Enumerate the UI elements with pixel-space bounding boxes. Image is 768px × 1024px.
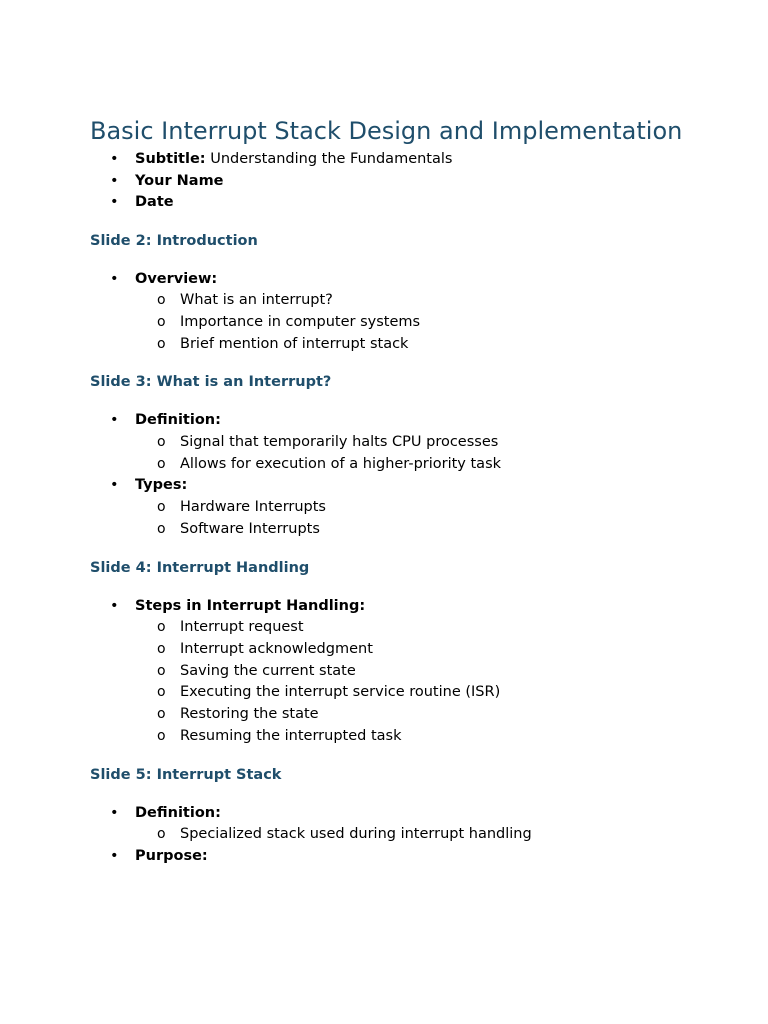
sub-item-text: Saving the current state: [180, 662, 356, 679]
list-item: [90, 171, 690, 193]
bullet-list: [90, 410, 690, 540]
sub-item-text: Interrupt request: [180, 619, 304, 636]
sub-list-item: [135, 454, 690, 476]
item-label: Steps in Interrupt Handling:: [135, 597, 366, 614]
sub-item-text: Allows for execution of a higher-priority task: [180, 455, 502, 472]
item-label: Date: [135, 194, 174, 210]
title-slide-list: [90, 149, 690, 214]
sub-list-item: [135, 617, 690, 639]
list-item: [90, 149, 690, 171]
slide-section: [90, 231, 690, 356]
bullet-icon: •: [110, 804, 119, 821]
bullet-list: [90, 803, 690, 868]
circle-bullet-icon: o: [157, 498, 166, 515]
item-label: Purpose:: [135, 848, 208, 865]
item-label: Definition:: [135, 804, 221, 821]
sub-list-item: [135, 682, 690, 704]
item-text: Understanding the Fundamentals: [210, 151, 453, 167]
sub-list-item: [135, 432, 690, 454]
list-item: [90, 475, 690, 540]
item-label: Your Name: [135, 172, 224, 189]
sub-list-item: [135, 312, 690, 334]
bullet-icon: •: [110, 412, 119, 429]
slide-section: [90, 372, 690, 540]
sub-list-item: [135, 704, 690, 726]
bullet-icon: •: [110, 477, 119, 494]
document-page: [90, 113, 690, 868]
sub-item-text: Interrupt acknowledgment: [180, 640, 373, 657]
list-item: [90, 192, 690, 214]
sub-list: [135, 432, 690, 476]
sub-list-item: [135, 639, 690, 661]
sub-list-item: [135, 334, 690, 356]
circle-bullet-icon: o: [157, 313, 166, 330]
circle-bullet-icon: o: [157, 684, 166, 701]
bullet-icon: •: [110, 270, 119, 287]
circle-bullet-icon: o: [157, 520, 166, 537]
circle-bullet-icon: o: [157, 706, 166, 723]
slide-section: [90, 558, 690, 748]
sub-item-text: What is an interrupt?: [180, 292, 333, 308]
circle-bullet-icon: o: [157, 826, 166, 843]
slides-container: [90, 231, 690, 868]
sub-item-text: Importance in computer systems: [180, 313, 421, 330]
sub-list-item: [135, 519, 690, 541]
list-item: [90, 410, 690, 475]
circle-bullet-icon: o: [157, 455, 166, 472]
circle-bullet-icon: o: [157, 619, 166, 636]
item-label: Overview:: [135, 270, 218, 287]
circle-bullet-icon: o: [157, 728, 166, 745]
list-item: [90, 803, 690, 846]
sub-item-text: Signal that temporarily halts CPU processes: [180, 433, 499, 450]
sub-item-text: Brief mention of interrupt stack: [180, 335, 409, 352]
item-label: Subtitle:: [135, 151, 206, 167]
document-title: Basic Interrupt Stack Design and Implementation: [90, 117, 683, 145]
sub-list-item: [135, 824, 690, 846]
circle-bullet-icon: o: [157, 335, 166, 352]
bullet-list: [90, 596, 690, 748]
circle-bullet-icon: o: [157, 433, 166, 450]
slide-heading: Slide 4: Interrupt Handling: [90, 559, 310, 576]
item-label: Definition:: [135, 412, 221, 429]
circle-bullet-icon: o: [157, 640, 166, 657]
sub-list: [135, 617, 690, 748]
sub-list-item: [135, 726, 690, 748]
sub-item-text: Restoring the state: [180, 706, 319, 723]
list-item: [90, 269, 690, 356]
circle-bullet-icon: o: [157, 292, 166, 308]
bullet-icon: •: [110, 172, 119, 189]
sub-list: [135, 290, 690, 355]
sub-item-text: Hardware Interrupts: [180, 498, 326, 515]
slide-heading: Slide 5: Interrupt Stack: [90, 766, 282, 783]
item-label: Types:: [135, 477, 188, 494]
sub-list: [135, 824, 690, 846]
bullet-list: [90, 269, 690, 356]
sub-list-item: [135, 661, 690, 683]
slide-heading: Slide 3: What is an Interrupt?: [90, 374, 332, 391]
sub-item-text: Software Interrupts: [180, 520, 320, 537]
list-item: [90, 596, 690, 748]
circle-bullet-icon: o: [157, 662, 166, 679]
sub-item-text: Executing the interrupt service routine (ISR): [180, 684, 501, 701]
bullet-icon: •: [110, 194, 119, 210]
bullet-icon: •: [110, 151, 119, 167]
sub-list: [135, 497, 690, 541]
slide-section: [90, 765, 690, 868]
bullet-icon: •: [110, 597, 119, 614]
sub-item-text: Resuming the interrupted task: [180, 728, 402, 745]
sub-item-text: Specialized stack used during interrupt handling: [180, 826, 532, 843]
slide-heading: Slide 2: Introduction: [90, 232, 258, 249]
sub-list-item: [135, 497, 690, 519]
list-item: [90, 846, 690, 868]
sub-list-item: [135, 290, 690, 312]
bullet-icon: •: [110, 848, 119, 865]
